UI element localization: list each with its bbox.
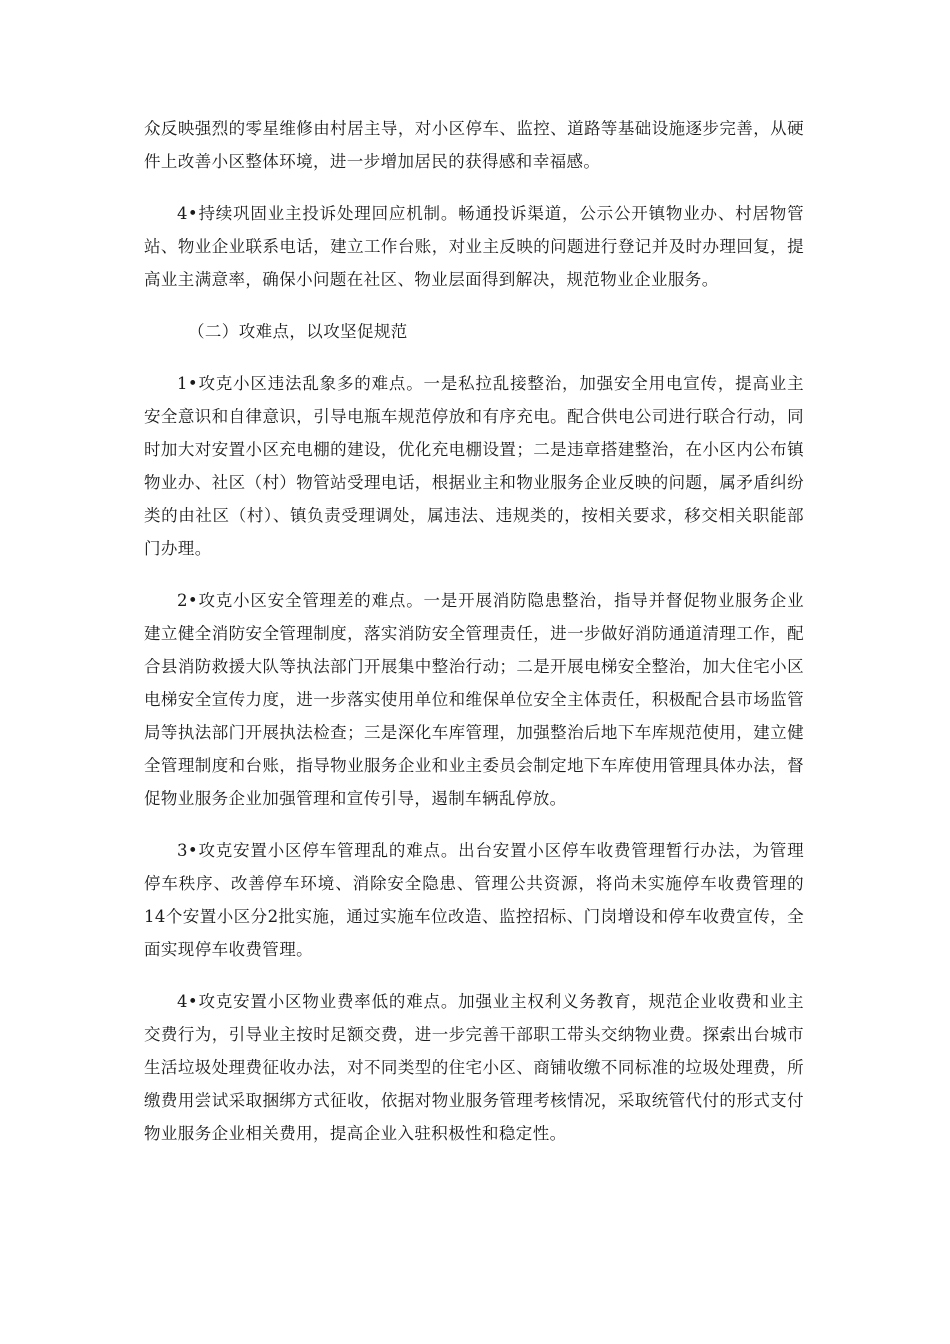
body-paragraph: 2•攻克小区安全管理差的难点。一是开展消防隐患整治，指导并督促物业服务企业建立健全消防安全管理制度，落实消防安全管理责任，进一步做好消防通道清理工作，配合县消防救援大队等执法部门开展集中整治行动；二是开展电梯安全整治，加大住宅小区电梯安全宣传力度，进一步落实使用单位和维保单位安全主体责任，积极配合县市场监管局等执法部门开展执法检查；三是深化车库管理，加强整治后地下车库规范使用，建立健全管理制度和台账，指导物业服务企业和业主委员会制定地下车库使用管理具体办法，督促物业服务企业加强管理和宣传引导，遏制车辆乱停放。 bbox=[144, 591, 804, 808]
document-page bbox=[144, 112, 804, 1169]
body-paragraph: 众反映强烈的零星维修由村居主导，对小区停车、监控、道路等基础设施逐步完善，从硬件上改善小区整体环境，进一步增加居民的获得感和幸福感。 bbox=[144, 119, 804, 171]
body-paragraph: 1•攻克小区违法乱象多的难点。一是私拉乱接整治，加强安全用电宣传，提高业主安全意识和自律意识，引导电瓶车规范停放和有序充电。配合供电公司进行联合行动，同时加大对安置小区充电棚的建设，优化充电棚设置；二是违章搭建整治，在小区内公布镇物业办、社区（村）物管站受理电话，根据业主和物业服务企业反映的问题，属矛盾纠纷类的由社区（村）、镇负责受理调处，属违法、违规类的，按相关要求，移交相关职能部门办理。 bbox=[144, 374, 804, 558]
body-paragraph: 4•攻克安置小区物业费率低的难点。加强业主权利义务教育，规范企业收费和业主交费行为，引导业主按时足额交费，进一步完善干部职工带头交纳物业费。探索出台城市生活垃圾处理费征收办法，对不同类型的住宅小区、商铺收缴不同标准的垃圾处理费，所缴费用尝试采取捆绑方式征收，依据对物业服务管理考核情况，采取统管代付的形式支付物业服务企业相关费用，提高企业入驻积极性和稳定性。 bbox=[144, 992, 804, 1143]
section-heading: （二）攻难点，以攻坚促规范 bbox=[188, 322, 408, 341]
body-paragraph: 4•持续巩固业主投诉处理回应机制。畅通投诉渠道，公示公开镇物业办、村居物管站、物业企业联系电话，建立工作台账，对业主反映的问题进行登记并及时办理回复，提高业主满意率，确保小问题在社区、物业层面得到解决，规范物业企业服务。 bbox=[144, 204, 804, 289]
body-paragraph: 3•攻克安置小区停车管理乱的难点。出台安置小区停车收费管理暂行办法，为管理停车秩序、改善停车环境、消除安全隐患、管理公共资源，将尚未实施停车收费管理的14个安置小区分2批实施，通过实施车位改造、监控招标、门岗增设和停车收费宣传，全面实现停车收费管理。 bbox=[144, 841, 804, 959]
